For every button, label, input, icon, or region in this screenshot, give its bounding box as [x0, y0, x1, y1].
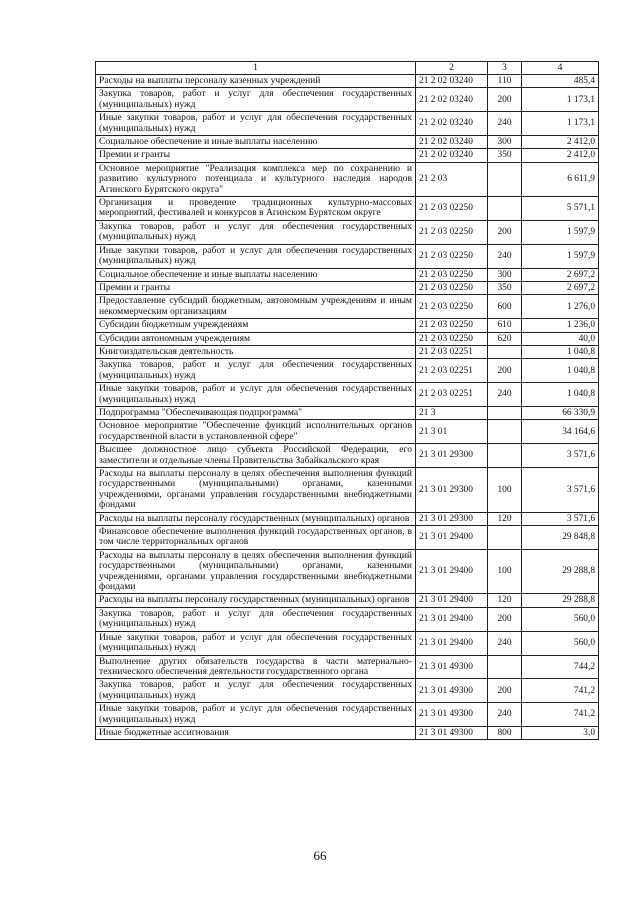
row-sum: 29 288,8: [522, 594, 599, 607]
row-sum: 6 611,9: [522, 162, 599, 196]
budget-table: [95, 61, 599, 740]
table-row: [96, 526, 599, 550]
row-name: Социальное обеспечение и иные выплаты населению: [96, 268, 416, 281]
row-name: Расходы на выплаты персоналу государственных (муниципальных) органов: [96, 594, 416, 607]
row-name: Расходы на выплаты персоналу в целях обеспечения выполнения функций государственными (муниципальными) органами, казенными учреждениями, органами управления государственными внебюджетными фондами: [96, 549, 416, 594]
row-sum: 40,0: [522, 332, 599, 345]
row-expense-type: 620: [488, 332, 522, 345]
table-row: [96, 345, 599, 358]
row-name: Закупка товаров, работ и услуг для обеспечения государственных (муниципальных) нужд: [96, 220, 416, 244]
row-code: 21 3 01 29400: [416, 631, 488, 655]
row-expense-type: 800: [488, 726, 522, 739]
row-code: 21 3 01 29400: [416, 526, 488, 550]
row-code: 21 2 03 02250: [416, 295, 488, 319]
row-expense-type: [488, 406, 522, 419]
row-code: 21 2 02 03240: [416, 112, 488, 136]
header-name: 1: [96, 62, 416, 75]
row-code: 21 2 02 03240: [416, 149, 488, 162]
row-expense-type: 240: [488, 631, 522, 655]
row-expense-type: [488, 345, 522, 358]
row-sum: 3,0: [522, 726, 599, 739]
row-code: 21 2 03: [416, 162, 488, 196]
row-code: 21 2 03 02250: [416, 281, 488, 294]
row-expense-type: 120: [488, 512, 522, 525]
row-code: 21 3 01 29400: [416, 549, 488, 594]
row-sum: 1 597,9: [522, 244, 599, 268]
row-sum: 744,2: [522, 655, 599, 679]
table-row: [96, 726, 599, 739]
table-row: [96, 359, 599, 383]
row-expense-type: 200: [488, 220, 522, 244]
row-name: Иные закупки товаров, работ и услуг для обеспечения государственных (муниципальных) нужд: [96, 383, 416, 407]
row-expense-type: 100: [488, 549, 522, 594]
table-row: [96, 679, 599, 703]
row-expense-type: 300: [488, 136, 522, 149]
row-name: Организация и проведение традиционных культурно-массовых мероприятий, фестивалей и конкурсов в Агинском Бурятском округе: [96, 197, 416, 221]
row-sum: 2 412,0: [522, 136, 599, 149]
row-sum: 3 571,6: [522, 512, 599, 525]
row-sum: 3 571,6: [522, 444, 599, 468]
row-code: 21 3 01 49300: [416, 703, 488, 727]
row-name: Предоставление субсидий бюджетным, автономным учреждениям и иным некоммерческим организациям: [96, 295, 416, 319]
table-row: [96, 468, 599, 513]
row-name: Закупка товаров, работ и услуг для обеспечения государственных (муниципальных) нужд: [96, 359, 416, 383]
row-expense-type: 120: [488, 594, 522, 607]
row-sum: 1 173,1: [522, 112, 599, 136]
page-number: 66: [313, 848, 327, 863]
row-code: 21 2 03 02251: [416, 383, 488, 407]
row-name: Иные закупки товаров, работ и услуг для обеспечения государственных (муниципальных) нужд: [96, 631, 416, 655]
table-row: [96, 220, 599, 244]
row-code: 21 3 01 29300: [416, 468, 488, 513]
row-name: Иные закупки товаров, работ и услуг для обеспечения государственных (муниципальных) нужд: [96, 703, 416, 727]
row-code: 21 2 03 02251: [416, 359, 488, 383]
row-expense-type: 300: [488, 268, 522, 281]
table-row: [96, 112, 599, 136]
row-name: Закупка товаров, работ и услуг для обеспечения государственных (муниципальных) нужд: [96, 88, 416, 112]
row-expense-type: 200: [488, 607, 522, 631]
row-sum: 2 697,2: [522, 281, 599, 294]
row-sum: 560,0: [522, 607, 599, 631]
row-expense-type: 100: [488, 468, 522, 513]
row-code: 21 2 03 02250: [416, 268, 488, 281]
row-name: Субсидии автономным учреждениям: [96, 332, 416, 345]
table-header-row: [96, 62, 599, 75]
row-code: 21 3 01: [416, 420, 488, 444]
row-expense-type: 350: [488, 281, 522, 294]
row-sum: 741,2: [522, 679, 599, 703]
row-name: Подпрограмма "Обеспечивающая подпрограмма": [96, 406, 416, 419]
row-code: 21 3 01 49300: [416, 726, 488, 739]
row-expense-type: 200: [488, 359, 522, 383]
row-code: 21 2 03 02250: [416, 332, 488, 345]
row-sum: 29 848,8: [522, 526, 599, 550]
table-row: [96, 549, 599, 594]
row-name: Закупка товаров, работ и услуг для обеспечения государственных (муниципальных) нужд: [96, 679, 416, 703]
row-name: Основное мероприятие "Реализация комплекса мер по сохранению и развитию культурного потенциала и культурного наследия народов Агинского Бурятского округа": [96, 162, 416, 196]
row-expense-type: 240: [488, 383, 522, 407]
row-name: Премии и гранты: [96, 149, 416, 162]
row-code: 21 3 01 49300: [416, 679, 488, 703]
header-sum: 4: [522, 62, 599, 75]
row-name: Социальное обеспечение и иные выплаты населению: [96, 136, 416, 149]
row-code: 21 3 01 29300: [416, 444, 488, 468]
row-name: Премии и гранты: [96, 281, 416, 294]
row-name: Основное мероприятие "Обеспечение функций исполнительных органов государственной власти в установленной сфере": [96, 420, 416, 444]
row-sum: 3 571,6: [522, 468, 599, 513]
row-sum: 66 330,9: [522, 406, 599, 419]
row-sum: 2 697,2: [522, 268, 599, 281]
row-name: Выполнение других обязательств государства в части материально-технического обеспечения деятельности государственного органа: [96, 655, 416, 679]
row-sum: 1 276,0: [522, 295, 599, 319]
row-sum: 485,4: [522, 75, 599, 88]
table-row: [96, 607, 599, 631]
table-row: [96, 332, 599, 345]
row-expense-type: [488, 526, 522, 550]
row-code: 21 3 01 29400: [416, 594, 488, 607]
row-name: Финансовое обеспечение выполнения функций государственных органов, в том числе территориальных органов: [96, 526, 416, 550]
table-row: [96, 703, 599, 727]
row-sum: 1 173,1: [522, 88, 599, 112]
row-name: Расходы на выплаты персоналу государственных (муниципальных) органов: [96, 512, 416, 525]
row-sum: 560,0: [522, 631, 599, 655]
row-sum: 5 571,1: [522, 197, 599, 221]
row-expense-type: [488, 162, 522, 196]
row-expense-type: 610: [488, 319, 522, 332]
header-expense-type: 3: [488, 62, 522, 75]
row-sum: 1 040,8: [522, 345, 599, 358]
row-expense-type: 240: [488, 703, 522, 727]
row-name: Закупка товаров, работ и услуг для обеспечения государственных (муниципальных) нужд: [96, 607, 416, 631]
row-name: Иные закупки товаров, работ и услуг для обеспечения государственных (муниципальных) нужд: [96, 112, 416, 136]
row-sum: 741,2: [522, 703, 599, 727]
row-expense-type: [488, 655, 522, 679]
table-row: [96, 162, 599, 196]
table-row: [96, 512, 599, 525]
row-sum: 2 412,0: [522, 149, 599, 162]
row-name: Иные закупки товаров, работ и услуг для обеспечения государственных (муниципальных) нужд: [96, 244, 416, 268]
row-sum: 1 040,8: [522, 359, 599, 383]
table-row: [96, 631, 599, 655]
row-code: 21 3 01 29300: [416, 512, 488, 525]
row-code: 21 2 03 02250: [416, 244, 488, 268]
row-code: 21 2 03 02250: [416, 197, 488, 221]
row-name: Высшее должностное лицо субъекта Российской Федерации, его заместители и отдельные члены Правительства Забайкальского края: [96, 444, 416, 468]
row-name: Иные бюджетные ассигнования: [96, 726, 416, 739]
row-expense-type: 240: [488, 244, 522, 268]
row-expense-type: 200: [488, 88, 522, 112]
row-sum: 1 597,9: [522, 220, 599, 244]
table-row: [96, 655, 599, 679]
row-name: Субсидии бюджетным учреждениям: [96, 319, 416, 332]
row-expense-type: [488, 420, 522, 444]
row-code: 21 2 02 03240: [416, 136, 488, 149]
table-row: [96, 444, 599, 468]
row-name: Книгоиздательская деятельность: [96, 345, 416, 358]
table-row: [96, 594, 599, 607]
table-row: [96, 88, 599, 112]
table-row: [96, 136, 599, 149]
row-expense-type: [488, 444, 522, 468]
row-code: 21 2 02 03240: [416, 75, 488, 88]
row-name: Расходы на выплаты персоналу в целях обеспечения выполнения функций государственными (муниципальными) органами, казенными учреждениями, органами управления государственными внебюджетными фондами: [96, 468, 416, 513]
row-code: 21 3: [416, 406, 488, 419]
table-row: [96, 383, 599, 407]
table-row: [96, 319, 599, 332]
row-code: 21 3 01 29400: [416, 607, 488, 631]
row-expense-type: 200: [488, 679, 522, 703]
table-row: [96, 75, 599, 88]
row-name: Расходы на выплаты персоналу казенных учреждений: [96, 75, 416, 88]
row-code: 21 2 03 02250: [416, 319, 488, 332]
row-expense-type: [488, 197, 522, 221]
row-expense-type: 350: [488, 149, 522, 162]
row-code: 21 2 03 02250: [416, 220, 488, 244]
header-code: 2: [416, 62, 488, 75]
table-row: [96, 295, 599, 319]
row-expense-type: 240: [488, 112, 522, 136]
table-row: [96, 406, 599, 419]
table-row: [96, 149, 599, 162]
row-sum: 34 164,6: [522, 420, 599, 444]
row-code: 21 2 02 03240: [416, 88, 488, 112]
table-row: [96, 268, 599, 281]
table-row: [96, 420, 599, 444]
row-expense-type: 600: [488, 295, 522, 319]
row-expense-type: 110: [488, 75, 522, 88]
table-row: [96, 197, 599, 221]
row-code: 21 3 01 49300: [416, 655, 488, 679]
row-sum: 1 040,8: [522, 383, 599, 407]
row-sum: 29 288,8: [522, 549, 599, 594]
row-code: 21 2 03 02251: [416, 345, 488, 358]
table-row: [96, 281, 599, 294]
table-row: [96, 244, 599, 268]
row-sum: 1 236,0: [522, 319, 599, 332]
